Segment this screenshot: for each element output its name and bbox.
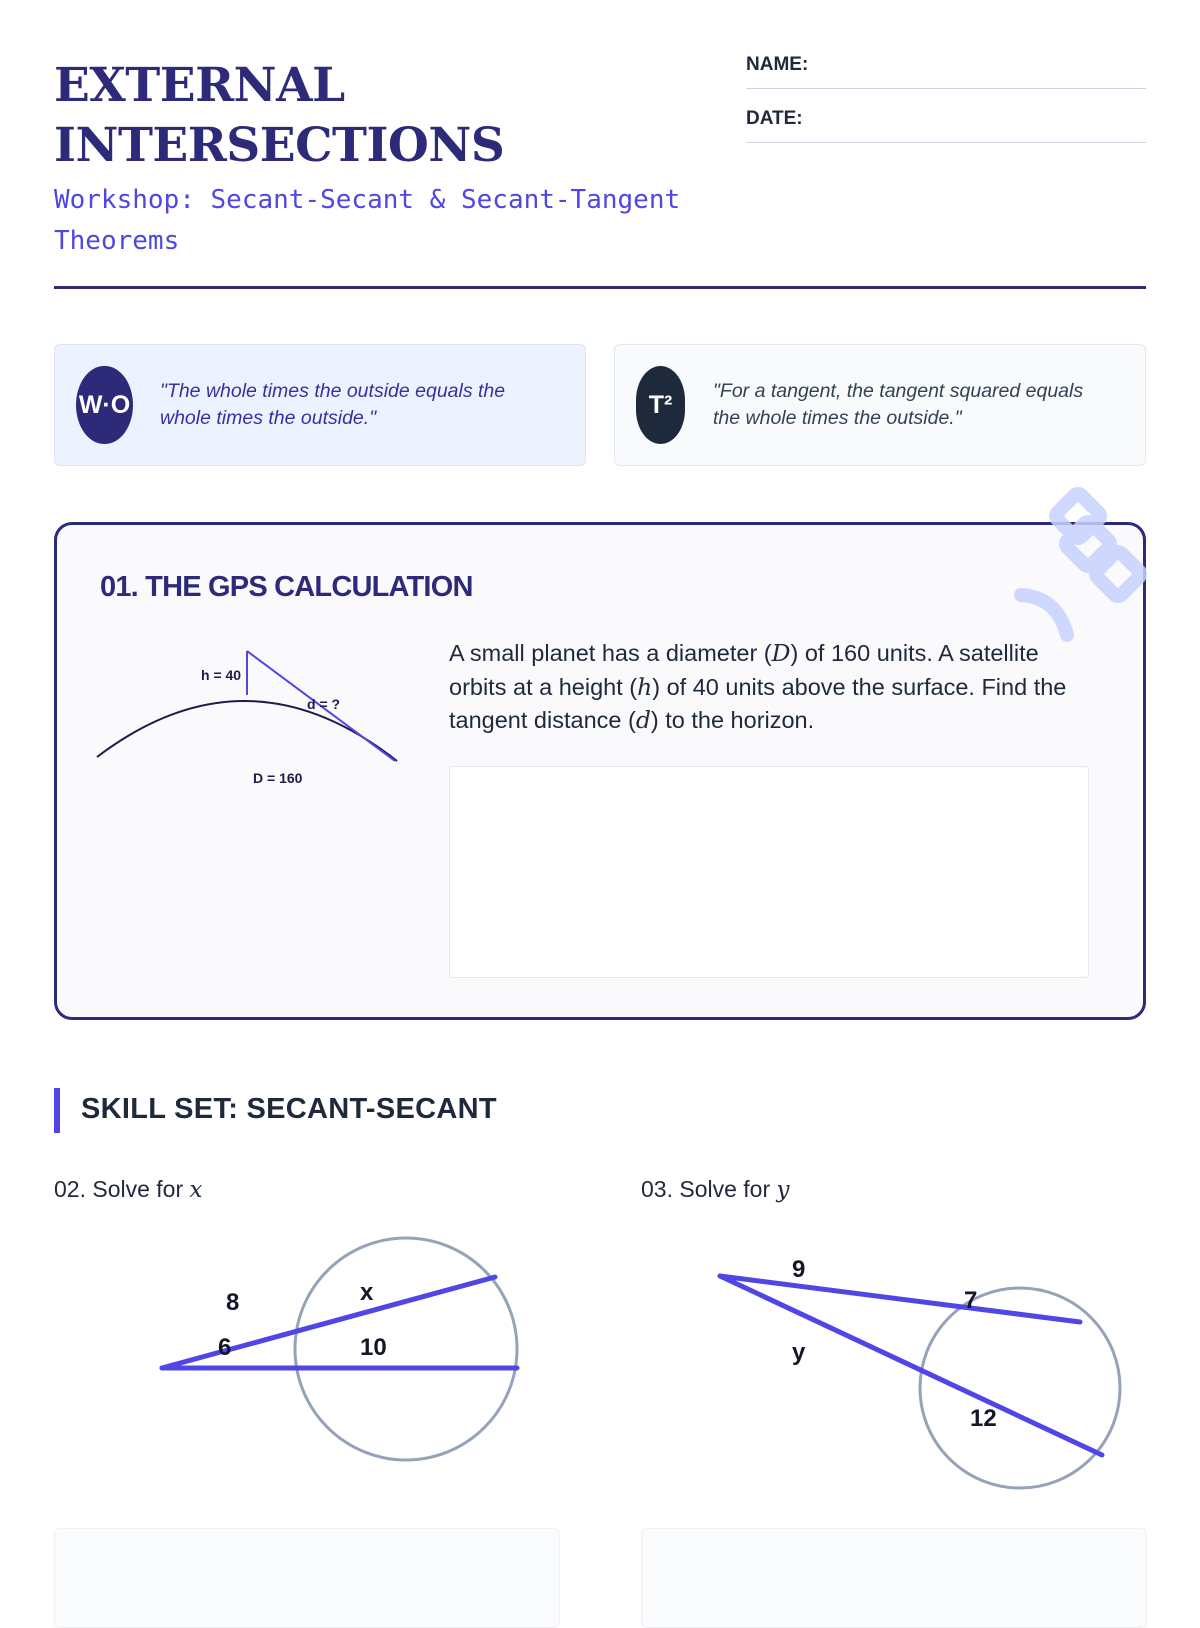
date-label: DATE: [746,108,803,129]
header-divider [54,286,1146,289]
problem-3-label: 03. Solve for y [641,1176,790,1203]
rule-card-tangent-squared [614,344,1146,466]
rule-card-whole-outside [54,344,586,466]
segment-label: 10 [360,1334,387,1361]
problem-statement: A small planet has a diameter (D) of 160 units. A satellite orbits at a height (h) of 40 units above the surface. Find the tangent distance (d) to the horizon. [449,639,1067,734]
problem-title: 01. THE GPS CALCULATION [100,571,473,603]
worksheet-title: EXTERNAL INTERSECTIONS [54,58,505,173]
rule-badge: T² [636,366,685,444]
segment-label: 12 [970,1405,997,1432]
height-label: h = 40 [201,667,242,683]
gps-figure [97,643,397,786]
rule-text: "The whole times the outside equals the whole times the outside." [160,380,506,429]
section-accent-bar [54,1088,60,1133]
secant-secant-diagram-y [674,1248,1114,1498]
problem-2-label: 02. Solve for x [54,1176,203,1203]
segment-label: 6 [218,1334,232,1361]
rule-badge: W·O [76,366,133,444]
segment-label: y [792,1339,806,1366]
segment-label: 7 [964,1287,978,1314]
circle [920,1288,1120,1488]
student-info [746,52,1146,160]
name-label: NAME: [746,54,809,75]
name-field[interactable] [746,52,1146,89]
date-field[interactable] [746,106,1146,143]
secant-secant-diagram-x [94,1238,534,1488]
tangent-label: d = ? [307,696,341,712]
work-box-problem-2[interactable] [54,1528,560,1628]
segment-label: x [360,1279,374,1306]
section-title: SKILL SET: SECANT-SECANT [81,1093,497,1125]
problem-card-gps [54,522,1146,1020]
work-box-problem-3[interactable] [641,1528,1147,1628]
rule-text: "For a tangent, the tangent squared equals the whole times the outside." [713,380,1084,429]
planet-arc [97,701,397,761]
upper-secant [162,1277,495,1368]
segment-label: 8 [226,1289,240,1316]
diameter-label: D = 160 [253,770,303,786]
satellite-icon [1009,517,1149,647]
answer-box[interactable] [449,766,1089,978]
worksheet-subtitle: Workshop: Secant-Secant & Secant-Tangent Theorems [54,185,681,256]
circle [295,1238,517,1460]
segment-label: 9 [792,1256,806,1283]
worksheet-page [54,0,1146,1600]
